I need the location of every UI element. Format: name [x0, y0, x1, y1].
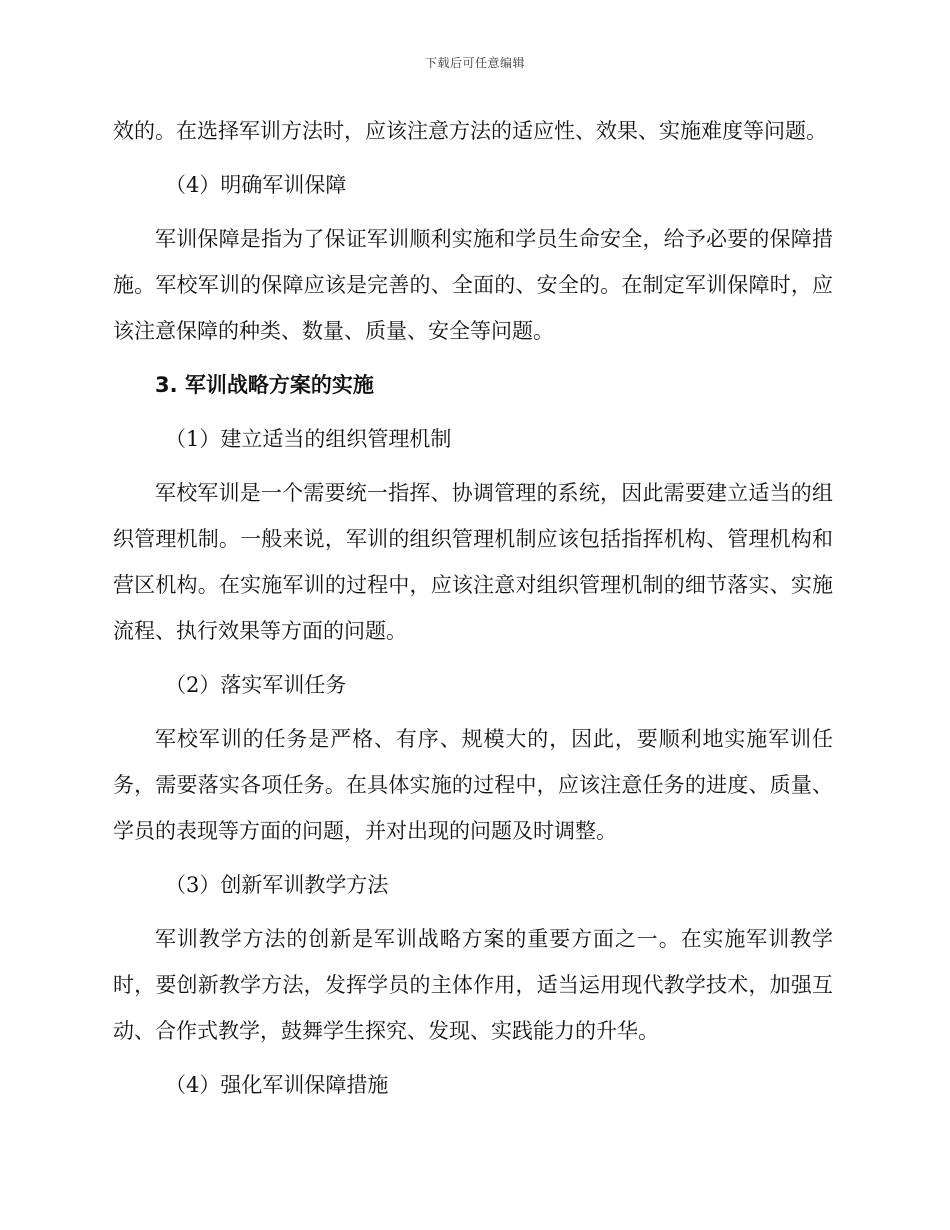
- subheading-4-guarantee: （4）明确军训保障: [165, 173, 347, 197]
- subheading-1-organization: （1）建立适当的组织管理机制: [165, 427, 452, 451]
- header-note: 下载后可任意编辑: [424, 56, 525, 70]
- section-heading-3: 3. 军训战略方案的实施: [155, 373, 374, 397]
- paragraph-tasks: 军校军训的任务是严格、有序、规模大的，因此，要顺利地实施军训任务，需要落实各项任务。在具体实施的过程中，应该注意任务的进度、质量、学员的表现等方面的问题，并对出现的问题及时调整。: [113, 727, 833, 843]
- subheading-3-teaching: （3）创新军训教学方法: [165, 873, 389, 897]
- paragraph-continued: 效的。在选择军训方法时，应该注意方法的适应性、效果、实施难度等问题。: [113, 119, 827, 143]
- paragraph-organization: 军校军训是一个需要统一指挥、协调管理的系统，因此需要建立适当的组织管理机制。一般来说，军训的组织管理机制应该包括指挥机构、管理机构和营区机构。在实施军训的过程中，应该注意对组织管理机制的细节落实、实施流程、执行效果等方面的问题。: [113, 481, 833, 643]
- paragraph-guarantee: 军训保障是指为了保证军训顺利实施和学员生命安全，给予必要的保障措施。军校军训的保障应该是完善的、全面的、安全的。在制定军训保障时，应该注意保障的种类、数量、质量、安全等问题。: [113, 227, 833, 343]
- paragraph-teaching: 军训教学方法的创新是军训战略方案的重要方面之一。在实施军训教学时，要创新教学方法，发挥学员的主体作用，适当运用现代教学技术，加强互动、合作式教学，鼓舞学生探究、发现、实践能力的升华。: [113, 927, 833, 1043]
- document-body: [113, 108, 833, 1116]
- subheading-2-tasks: （2）落实军训任务: [165, 673, 347, 697]
- subheading-4-measures: （4）强化军训保障措施: [165, 1073, 389, 1097]
